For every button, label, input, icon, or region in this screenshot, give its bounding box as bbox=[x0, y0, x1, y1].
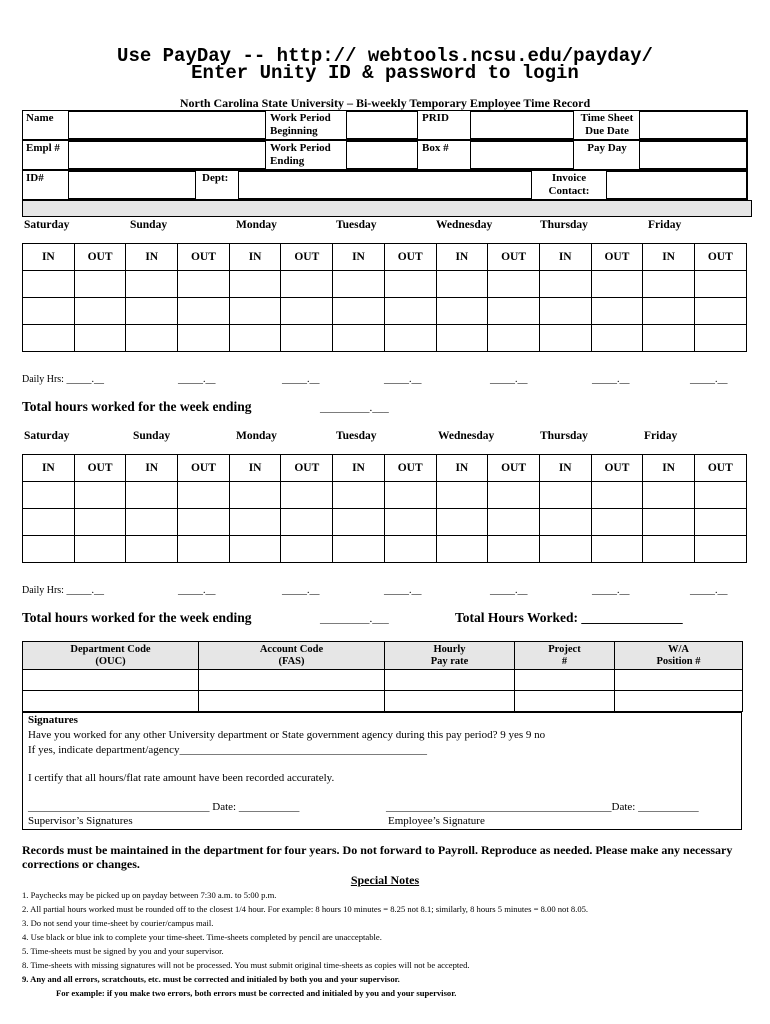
day-label-wednesday-1: Wednesday bbox=[436, 219, 493, 231]
time-entry-cell[interactable] bbox=[591, 482, 643, 509]
time-entry-cell[interactable] bbox=[694, 509, 746, 536]
time-sheet-due-field[interactable] bbox=[639, 111, 747, 139]
work-period-ending-label-2: Ending bbox=[270, 155, 305, 167]
time-entry-cell[interactable] bbox=[281, 509, 333, 536]
out-header: OUT bbox=[178, 455, 230, 482]
time-entry-cell[interactable] bbox=[694, 482, 746, 509]
time-entry-cell[interactable] bbox=[178, 298, 230, 325]
in-header: IN bbox=[126, 244, 178, 271]
time-entry-cell[interactable] bbox=[23, 536, 75, 563]
daily-hrs-label-1: Daily Hrs: _____.__ bbox=[22, 374, 104, 385]
time-entry-cell[interactable] bbox=[229, 298, 281, 325]
day-label-friday-2: Friday bbox=[644, 430, 678, 442]
time-entry-cell[interactable] bbox=[694, 536, 746, 563]
time-entry-cell[interactable] bbox=[281, 271, 333, 298]
day-label-monday-2: Monday bbox=[236, 430, 277, 442]
total-hours-worked: Total Hours Worked: _______________ bbox=[455, 610, 683, 625]
total-week-label-2: Total hours worked for the week ending bbox=[22, 610, 252, 625]
day-label-tuesday-2: Tuesday bbox=[336, 430, 377, 442]
time-entry-cell[interactable] bbox=[333, 325, 385, 352]
week-1-time-grid bbox=[22, 243, 747, 352]
other-dept-question: Have you worked for any other University department or State government agency during this pay period? 9 yes 9 no bbox=[28, 729, 546, 741]
day-label-friday-1: Friday bbox=[648, 219, 682, 231]
note-4: 4. Use black or blue ink to complete your time-sheet. Time-sheets completed by pencil are unacceptable. bbox=[22, 932, 382, 942]
time-entry-cell[interactable] bbox=[333, 271, 385, 298]
time-entry-cell[interactable] bbox=[178, 271, 230, 298]
work-period-beginning-field[interactable] bbox=[346, 111, 418, 139]
in-header: IN bbox=[643, 244, 695, 271]
account-cell[interactable] bbox=[199, 691, 385, 712]
time-entry-cell[interactable] bbox=[74, 509, 126, 536]
out-header: OUT bbox=[488, 244, 540, 271]
day-label-thursday-1: Thursday bbox=[540, 219, 588, 231]
out-header: OUT bbox=[694, 244, 746, 271]
time-entry-cell[interactable] bbox=[23, 298, 75, 325]
time-entry-cell[interactable] bbox=[23, 509, 75, 536]
day-label-saturday-2: Saturday bbox=[24, 430, 70, 442]
daily-hrs-sunday-2: _____.__ bbox=[178, 585, 216, 596]
account-cell[interactable] bbox=[515, 691, 615, 712]
time-entry-cell[interactable] bbox=[229, 271, 281, 298]
name-field[interactable] bbox=[68, 111, 266, 139]
time-entry-cell[interactable] bbox=[384, 325, 436, 352]
time-entry-cell[interactable] bbox=[539, 325, 591, 352]
total-week-blank-1: _________.___ bbox=[320, 402, 389, 414]
in-header: IN bbox=[229, 244, 281, 271]
in-header: IN bbox=[23, 455, 75, 482]
week-2-time-grid bbox=[22, 454, 747, 563]
daily-hrs-friday-2: _____.__ bbox=[690, 585, 728, 596]
invoice-contact-label-1: Invoice bbox=[551, 172, 587, 184]
time-entry-cell[interactable] bbox=[229, 509, 281, 536]
records-note: Records must be maintained in the department for four years. Do not forward to Payroll. Reproduce as needed. Please make any necessary corrections or changes. bbox=[22, 843, 733, 871]
time-entry-cell[interactable] bbox=[591, 298, 643, 325]
certify-statement: I certify that all hours/flat rate amount have been recorded accurately. bbox=[28, 772, 335, 784]
note-2: 2. All partial hours worked must be rounded off to the closest 1/4 hour. For example: 8 hours 10 minutes = 8.25 not 8.1; similarly, 8 hours 5 minutes = 8.00 not 8.05. bbox=[22, 904, 589, 914]
time-entry-cell[interactable] bbox=[488, 536, 540, 563]
account-cell[interactable] bbox=[385, 670, 515, 691]
work-period-beginning-label-1: Work Period bbox=[270, 112, 331, 124]
time-entry-cell[interactable] bbox=[539, 298, 591, 325]
daily-hrs-wednesday-2: _____.__ bbox=[490, 585, 528, 596]
account-cell[interactable] bbox=[615, 691, 743, 712]
time-entry-cell[interactable] bbox=[126, 509, 178, 536]
time-entry-cell[interactable] bbox=[643, 271, 695, 298]
out-header: OUT bbox=[384, 244, 436, 271]
daily-hrs-label-2: Daily Hrs: _____.__ bbox=[22, 585, 104, 596]
time-entry-cell[interactable] bbox=[74, 325, 126, 352]
time-entry-cell[interactable] bbox=[178, 509, 230, 536]
in-header: IN bbox=[539, 244, 591, 271]
pay-day-label: Pay Day bbox=[587, 142, 627, 154]
time-entry-cell[interactable] bbox=[488, 325, 540, 352]
out-header: OUT bbox=[178, 244, 230, 271]
id-label: ID# bbox=[26, 172, 44, 184]
dept-field[interactable] bbox=[238, 171, 532, 199]
note-8: 8. Time-sheets with missing signatures will not be processed. You must submit original time-sheets as copies will not be accepted. bbox=[22, 960, 470, 970]
in-header: IN bbox=[539, 455, 591, 482]
out-header: OUT bbox=[384, 455, 436, 482]
time-entry-cell[interactable] bbox=[333, 482, 385, 509]
time-entry-cell[interactable] bbox=[178, 536, 230, 563]
total-week-blank-2: _________.___ bbox=[320, 613, 389, 625]
signatures-title: Signatures bbox=[28, 714, 78, 726]
in-header: IN bbox=[229, 455, 281, 482]
time-entry-cell[interactable] bbox=[643, 325, 695, 352]
employee-signature-label: Employee’s Signature bbox=[388, 815, 485, 827]
time-entry-cell[interactable] bbox=[333, 509, 385, 536]
in-header: IN bbox=[333, 455, 385, 482]
supervisor-signature-label: Supervisor’s Signatures bbox=[28, 815, 133, 827]
day-label-saturday-1: Saturday bbox=[24, 219, 70, 231]
account-cell[interactable] bbox=[23, 691, 199, 712]
note-3: 3. Do not send your time-sheet by courier/campus mail. bbox=[22, 918, 214, 928]
in-header: IN bbox=[333, 244, 385, 271]
time-entry-cell[interactable] bbox=[436, 482, 488, 509]
hourly-pay-rate-header: Hourly Pay rate bbox=[385, 642, 515, 670]
out-header: OUT bbox=[591, 455, 643, 482]
time-entry-cell[interactable] bbox=[694, 271, 746, 298]
out-header: OUT bbox=[74, 455, 126, 482]
time-entry-cell[interactable] bbox=[643, 509, 695, 536]
account-cell[interactable] bbox=[199, 670, 385, 691]
work-period-ending-field[interactable] bbox=[346, 141, 418, 169]
time-entry-cell[interactable] bbox=[539, 271, 591, 298]
time-entry-cell[interactable] bbox=[126, 325, 178, 352]
day-label-monday-1: Monday bbox=[236, 219, 277, 231]
daily-hrs-monday-1: _____.__ bbox=[282, 374, 320, 385]
time-entry-cell[interactable] bbox=[539, 482, 591, 509]
time-entry-cell[interactable] bbox=[436, 271, 488, 298]
if-yes-agency-line: If yes, indicate department/agency_____________________________________________ bbox=[28, 744, 427, 756]
account-cell[interactable] bbox=[385, 691, 515, 712]
empl-field[interactable] bbox=[68, 141, 266, 169]
time-sheet-due-label-2: Due Date bbox=[585, 125, 629, 137]
time-entry-cell[interactable] bbox=[229, 325, 281, 352]
time-entry-cell[interactable] bbox=[126, 298, 178, 325]
day-label-sunday-2: Sunday bbox=[133, 430, 171, 442]
time-entry-cell[interactable] bbox=[436, 325, 488, 352]
box-label: Box # bbox=[422, 142, 449, 154]
out-header: OUT bbox=[281, 455, 333, 482]
time-entry-cell[interactable] bbox=[539, 536, 591, 563]
box-field[interactable] bbox=[470, 141, 574, 169]
time-entry-cell[interactable] bbox=[23, 325, 75, 352]
time-entry-cell[interactable] bbox=[488, 271, 540, 298]
time-entry-cell[interactable] bbox=[436, 536, 488, 563]
employee-signature-line[interactable]: _________________________________________Date: ___________ bbox=[386, 801, 699, 813]
time-entry-cell[interactable] bbox=[126, 271, 178, 298]
day-label-sunday-1: Sunday bbox=[130, 219, 168, 231]
account-table bbox=[22, 641, 743, 712]
time-entry-cell[interactable] bbox=[229, 482, 281, 509]
time-entry-cell[interactable] bbox=[384, 298, 436, 325]
time-entry-cell[interactable] bbox=[229, 536, 281, 563]
separator-band bbox=[22, 200, 752, 217]
in-header: IN bbox=[643, 455, 695, 482]
time-entry-cell[interactable] bbox=[281, 536, 333, 563]
invoice-contact-field[interactable] bbox=[606, 171, 747, 199]
out-header: OUT bbox=[591, 244, 643, 271]
time-entry-cell[interactable] bbox=[591, 509, 643, 536]
account-cell[interactable] bbox=[515, 670, 615, 691]
login-instruction-line: Enter Unity ID & password to login bbox=[191, 62, 579, 84]
time-entry-cell[interactable] bbox=[436, 509, 488, 536]
work-period-beginning-label-2: Beginning bbox=[270, 125, 318, 137]
out-header: OUT bbox=[74, 244, 126, 271]
note-5: 5. Time-sheets must be signed by you and your supervisor. bbox=[22, 946, 224, 956]
name-label: Name bbox=[26, 112, 54, 124]
work-period-ending-label-1: Work Period bbox=[270, 142, 331, 154]
daily-hrs-thursday-1: _____.__ bbox=[592, 374, 630, 385]
prid-field[interactable] bbox=[470, 111, 574, 139]
time-entry-cell[interactable] bbox=[384, 509, 436, 536]
time-entry-cell[interactable] bbox=[178, 325, 230, 352]
time-entry-cell[interactable] bbox=[694, 325, 746, 352]
daily-hrs-sunday-1: _____.__ bbox=[178, 374, 216, 385]
time-entry-cell[interactable] bbox=[74, 298, 126, 325]
payday-url-line: Use PayDay -- http:// webtools.ncsu.edu/payday/ bbox=[117, 45, 653, 67]
form-title: North Carolina State University – Bi-weekly Temporary Employee Time Record bbox=[179, 96, 591, 110]
in-header: IN bbox=[436, 244, 488, 271]
time-entry-cell[interactable] bbox=[333, 536, 385, 563]
note-1: 1. Paychecks may be picked up on payday between 7:30 a.m. to 5:00 p.m. bbox=[22, 890, 277, 900]
supervisor-signature-line[interactable]: _________________________________ Date: ___________ bbox=[28, 801, 300, 813]
time-entry-cell[interactable] bbox=[643, 536, 695, 563]
day-label-wednesday-2: Wednesday bbox=[438, 430, 495, 442]
time-entry-cell[interactable] bbox=[178, 482, 230, 509]
time-sheet-due-label-1: Time Sheet bbox=[580, 112, 634, 124]
time-entry-cell[interactable] bbox=[74, 271, 126, 298]
time-entry-cell[interactable] bbox=[23, 482, 75, 509]
time-entry-cell[interactable] bbox=[488, 482, 540, 509]
invoice-contact-label-2: Contact: bbox=[548, 185, 590, 197]
daily-hrs-tuesday-2: _____.__ bbox=[384, 585, 422, 596]
time-entry-cell[interactable] bbox=[333, 298, 385, 325]
id-field[interactable] bbox=[68, 171, 196, 199]
time-entry-cell[interactable] bbox=[436, 298, 488, 325]
total-week-label-1: Total hours worked for the week ending bbox=[22, 399, 252, 414]
time-entry-cell[interactable] bbox=[74, 482, 126, 509]
daily-hrs-friday-1: _____.__ bbox=[690, 374, 728, 385]
time-entry-cell[interactable] bbox=[694, 298, 746, 325]
dept-code-header: Department Code (OUC) bbox=[23, 642, 199, 670]
time-entry-cell[interactable] bbox=[126, 482, 178, 509]
daily-hrs-wednesday-1: _____.__ bbox=[490, 374, 528, 385]
out-header: OUT bbox=[488, 455, 540, 482]
dept-label: Dept: bbox=[202, 172, 229, 184]
time-entry-cell[interactable] bbox=[281, 325, 333, 352]
time-entry-cell[interactable] bbox=[643, 482, 695, 509]
time-entry-cell[interactable] bbox=[281, 298, 333, 325]
time-entry-cell[interactable] bbox=[591, 536, 643, 563]
empl-label: Empl # bbox=[26, 142, 60, 154]
day-label-thursday-2: Thursday bbox=[540, 430, 588, 442]
special-notes-title: Special Notes bbox=[350, 873, 420, 887]
note-9-example: For example: if you make two errors, both errors must be corrected and initialed by you and your supervisor. bbox=[56, 988, 457, 998]
out-header: OUT bbox=[281, 244, 333, 271]
day-label-tuesday-1: Tuesday bbox=[336, 219, 377, 231]
time-entry-cell[interactable] bbox=[591, 271, 643, 298]
time-entry-cell[interactable] bbox=[126, 536, 178, 563]
in-header: IN bbox=[436, 455, 488, 482]
pay-day-field[interactable] bbox=[639, 141, 747, 169]
in-header: IN bbox=[23, 244, 75, 271]
out-header: OUT bbox=[694, 455, 746, 482]
daily-hrs-monday-2: _____.__ bbox=[282, 585, 320, 596]
account-cell[interactable] bbox=[615, 670, 743, 691]
time-entry-cell[interactable] bbox=[74, 536, 126, 563]
time-entry-cell[interactable] bbox=[591, 325, 643, 352]
time-entry-cell[interactable] bbox=[384, 271, 436, 298]
project-header: Project # bbox=[515, 642, 615, 670]
time-entry-cell[interactable] bbox=[488, 509, 540, 536]
daily-hrs-thursday-2: _____.__ bbox=[592, 585, 630, 596]
time-entry-cell[interactable] bbox=[488, 298, 540, 325]
account-code-header: Account Code (FAS) bbox=[199, 642, 385, 670]
daily-hrs-tuesday-1: _____.__ bbox=[384, 374, 422, 385]
time-entry-cell[interactable] bbox=[539, 509, 591, 536]
prid-label: PRID bbox=[422, 112, 449, 124]
account-cell[interactable] bbox=[23, 670, 199, 691]
time-entry-cell[interactable] bbox=[281, 482, 333, 509]
time-entry-cell[interactable] bbox=[643, 298, 695, 325]
wa-position-header: W/A Position # bbox=[615, 642, 743, 670]
time-entry-cell[interactable] bbox=[384, 536, 436, 563]
in-header: IN bbox=[126, 455, 178, 482]
note-9: 9. Any and all errors, scratchouts, etc. must be corrected and initialed by both you and your supervisor. bbox=[22, 974, 400, 984]
time-entry-cell[interactable] bbox=[384, 482, 436, 509]
time-entry-cell[interactable] bbox=[23, 271, 75, 298]
